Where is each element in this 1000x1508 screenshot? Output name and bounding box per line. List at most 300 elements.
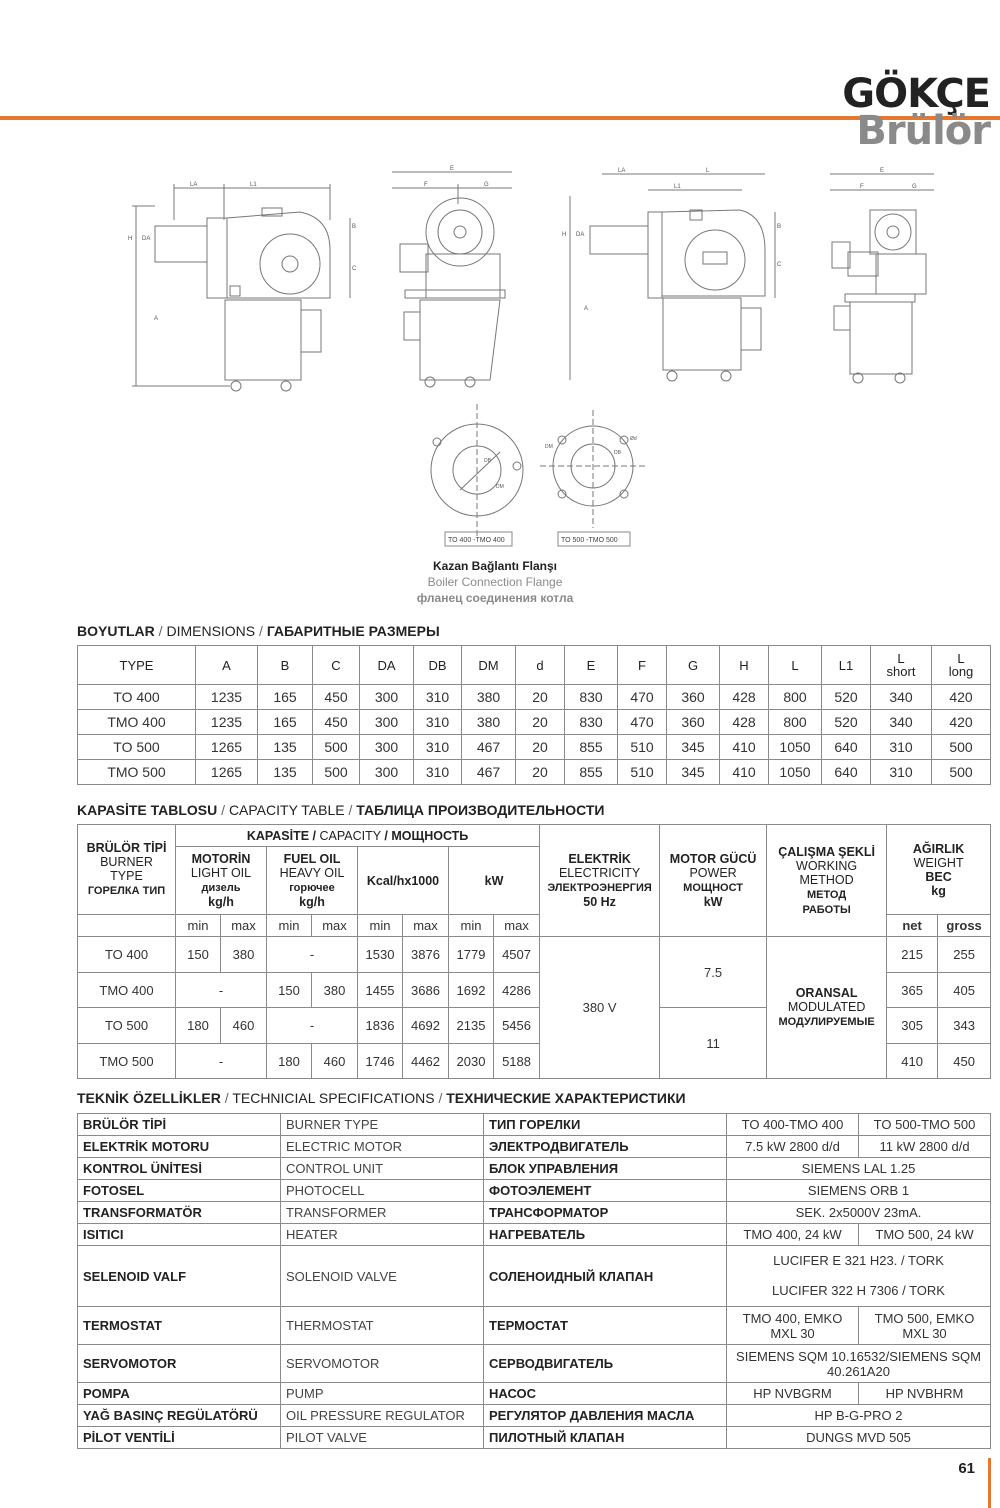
table-row bbox=[78, 685, 991, 710]
dim-col-header: C bbox=[313, 646, 360, 685]
dim-value-cell: 165 bbox=[258, 685, 313, 710]
spec-value-line2: MXL 30 bbox=[770, 1325, 815, 1341]
dim-value-cell: 1235 bbox=[196, 710, 258, 735]
dim-value-cell: 640 bbox=[822, 760, 871, 785]
spec-value-line2: 40.261A20 bbox=[827, 1363, 890, 1379]
cap-motor-400: 7.5 bbox=[660, 937, 767, 1008]
cap-ho: - bbox=[267, 1008, 358, 1044]
dim-value-cell: 340 bbox=[871, 710, 932, 735]
heavy-oil-header bbox=[267, 847, 358, 915]
dim-value-cell: 830 bbox=[565, 685, 618, 710]
dim-value-cell: 135 bbox=[258, 735, 313, 760]
dim-value-cell: 310 bbox=[871, 760, 932, 785]
spec-name-en: CONTROL UNIT bbox=[281, 1158, 484, 1180]
heavy-oil-unit: kg/h bbox=[299, 895, 325, 909]
dim-e-2: E bbox=[880, 168, 885, 174]
cap-lo-min: 180 bbox=[176, 1008, 221, 1044]
dim-col-header: B bbox=[258, 646, 313, 685]
flange-500-label: TO 500 -TMO 500 bbox=[561, 537, 618, 544]
cap-gross: 343 bbox=[938, 1008, 991, 1044]
method-val-en: MODULATED bbox=[787, 1000, 866, 1014]
spec-name-en: PHOTOCELL bbox=[281, 1180, 484, 1202]
light-oil-ru: дизель bbox=[201, 882, 241, 894]
dim-value-cell: 500 bbox=[932, 735, 991, 760]
burner-type-en1: BURNER bbox=[100, 855, 153, 869]
min-header: min bbox=[176, 915, 221, 937]
dim-value-cell: 360 bbox=[667, 710, 720, 735]
spec-value-line1: TMO 400, EMKO bbox=[742, 1310, 843, 1326]
dim-b-1: B bbox=[352, 224, 357, 230]
cap-kw-max: 5456 bbox=[494, 1008, 540, 1044]
weight-header bbox=[887, 825, 991, 915]
dim-value-cell: 20 bbox=[516, 735, 565, 760]
cap-ho-max: 380 bbox=[312, 973, 358, 1008]
dim-value-cell: 20 bbox=[516, 685, 565, 710]
method-en1: WORKING bbox=[796, 858, 858, 873]
dim-l1-2: L1 bbox=[674, 184, 681, 190]
spec-name-en: PILOT VALVE bbox=[281, 1427, 484, 1449]
dim-dm-f1: DM bbox=[496, 484, 504, 490]
dim-b-2: B bbox=[777, 224, 782, 230]
dim-col-header: DA bbox=[360, 646, 414, 685]
specs-title-en: TECHNICIAL SPECIFICATIONS bbox=[232, 1090, 435, 1106]
spec-name-tr: POMPA bbox=[78, 1383, 281, 1405]
method-en2: METHOD bbox=[799, 872, 854, 887]
dim-dm-f2: DM bbox=[545, 444, 553, 450]
spec-name-en: HEATER bbox=[281, 1224, 484, 1246]
spec-name-en: SOLENOID VALVE bbox=[281, 1246, 484, 1307]
electric-unit: 50 Hz bbox=[583, 895, 616, 909]
table-row bbox=[78, 1180, 991, 1202]
flange-caption-tr: Kazan Bağlantı Flanşı bbox=[432, 559, 558, 573]
spec-value bbox=[727, 1345, 991, 1383]
table-row bbox=[78, 1246, 991, 1307]
front-view-400 bbox=[392, 166, 512, 387]
spec-value bbox=[859, 1307, 991, 1345]
dim-value-cell: 345 bbox=[667, 735, 720, 760]
cap-lo-min: 150 bbox=[176, 937, 221, 973]
min-header: min bbox=[267, 915, 312, 937]
dim-la-1: LA bbox=[190, 182, 198, 188]
dim-col-header: d bbox=[516, 646, 565, 685]
cap-kw-min: 1779 bbox=[449, 937, 494, 973]
spec-name-ru: НАГРЕВАТЕЛЬ bbox=[484, 1224, 727, 1246]
table-row bbox=[78, 1427, 991, 1449]
table-row bbox=[78, 1383, 991, 1405]
method-val-tr: ORANSAL bbox=[795, 986, 858, 1000]
side-view-400 bbox=[128, 182, 357, 391]
cap-kw-min: 2030 bbox=[449, 1044, 494, 1079]
dim-col-header-lshort bbox=[871, 646, 932, 685]
spec-value: TMO 500, 24 kW bbox=[859, 1224, 991, 1246]
dim-value-cell: 520 bbox=[822, 710, 871, 735]
dim-type-cell: TO 400 bbox=[78, 685, 196, 710]
dimensions-header-row bbox=[78, 646, 991, 685]
dim-value-cell: 310 bbox=[871, 735, 932, 760]
cap-motor-500: 11 bbox=[660, 1008, 767, 1079]
dim-value-cell: 300 bbox=[360, 735, 414, 760]
dim-value-cell: 800 bbox=[769, 685, 822, 710]
dim-value-cell: 510 bbox=[618, 735, 667, 760]
spec-name-tr: SERVOMOTOR bbox=[78, 1345, 281, 1383]
spec-name-tr: PİLOT VENTİLİ bbox=[78, 1427, 281, 1449]
dim-value-cell: 520 bbox=[822, 685, 871, 710]
dim-a-2: A bbox=[584, 306, 589, 312]
max-header: max bbox=[312, 915, 358, 937]
cap-type: TMO 500 bbox=[78, 1044, 176, 1079]
spec-name-en: THERMOSTAT bbox=[281, 1307, 484, 1345]
brand-logo bbox=[842, 71, 990, 154]
dim-col-header: L bbox=[769, 646, 822, 685]
dim-value-cell: 420 bbox=[932, 685, 991, 710]
dim-col-header: DB bbox=[414, 646, 462, 685]
table-row bbox=[78, 1224, 991, 1246]
capacity-title-en: CAPACITY TABLE bbox=[228, 802, 345, 818]
table-row bbox=[78, 710, 991, 735]
spec-value: 11 kW 2800 d/d bbox=[859, 1136, 991, 1158]
weight-tr: AĞIRLIK bbox=[912, 841, 965, 856]
dim-d-f2: Ød bbox=[630, 436, 637, 442]
light-oil-en: LIGHT OIL bbox=[190, 866, 252, 880]
dim-value-cell: 855 bbox=[565, 760, 618, 785]
heavy-oil-en: HEAVY OIL bbox=[279, 866, 345, 880]
dim-da-1: DA bbox=[142, 236, 151, 242]
cap-ho-min: 150 bbox=[267, 973, 312, 1008]
dimensions-title-en: DIMENSIONS bbox=[166, 623, 256, 639]
dim-c-1: C bbox=[352, 266, 357, 272]
dim-g-2: G bbox=[912, 184, 917, 190]
cap-lo: - bbox=[176, 973, 267, 1008]
weight-ru: ВЕС bbox=[925, 869, 952, 884]
dim-h-1: H bbox=[128, 236, 133, 242]
spec-value: TO 400-TMO 400 bbox=[727, 1114, 859, 1136]
dim-value-cell: 855 bbox=[565, 735, 618, 760]
spec-value: DUNGS MVD 505 bbox=[727, 1427, 991, 1449]
spec-name-ru: ТРАНСФОРМАТОР bbox=[484, 1202, 727, 1224]
dim-value-cell: 345 bbox=[667, 760, 720, 785]
dim-value-cell: 410 bbox=[720, 735, 769, 760]
method-val-ru: МОДУЛИРУЕМЫЕ bbox=[778, 1016, 875, 1028]
dim-col-header: L1 bbox=[822, 646, 871, 685]
dim-value-cell: 510 bbox=[618, 760, 667, 785]
dim-value-cell: 310 bbox=[414, 710, 462, 735]
dim-value-cell: 410 bbox=[720, 760, 769, 785]
cap-voltage: 380 V bbox=[540, 937, 660, 1079]
dim-value-cell: 1265 bbox=[196, 760, 258, 785]
spec-name-ru: БЛОК УПРАВЛЕНИЯ bbox=[484, 1158, 727, 1180]
specifications-table bbox=[77, 1113, 991, 1449]
dim-c-2: C bbox=[777, 262, 782, 268]
motor-tr: MOTOR GÜCÜ bbox=[669, 852, 757, 866]
dim-col-header: F bbox=[618, 646, 667, 685]
dim-value-cell: 450 bbox=[313, 710, 360, 735]
burner-type-ru: ГОРЕЛКА ТИП bbox=[87, 885, 166, 897]
max-header: max bbox=[221, 915, 267, 937]
dim-value-cell: 470 bbox=[618, 685, 667, 710]
working-method-header bbox=[767, 825, 887, 937]
dimensions-title-ru: ГАБАРИТНЫЕ РАЗМЕРЫ bbox=[266, 623, 440, 639]
dim-value-cell: 450 bbox=[313, 685, 360, 710]
dim-f-2: F bbox=[860, 184, 864, 190]
dim-value-cell: 500 bbox=[932, 760, 991, 785]
cap-net: 410 bbox=[887, 1044, 938, 1079]
dim-value-cell: 300 bbox=[360, 710, 414, 735]
cap-ho: - bbox=[267, 937, 358, 973]
spec-name-ru: ФОТОЭЛЕМЕНТ bbox=[484, 1180, 727, 1202]
dim-value-cell: 1050 bbox=[769, 760, 822, 785]
electric-header bbox=[540, 825, 660, 937]
brand-name: GÖKÇE bbox=[842, 71, 990, 117]
dim-value-cell: 20 bbox=[516, 760, 565, 785]
cap-lo-max: 460 bbox=[221, 1008, 267, 1044]
dim-value-cell: 20 bbox=[516, 710, 565, 735]
dim-col-header: TYPE bbox=[78, 646, 196, 685]
dim-type-cell: TO 500 bbox=[78, 735, 196, 760]
cap-kw-max: 4286 bbox=[494, 973, 540, 1008]
cap-type: TO 500 bbox=[78, 1008, 176, 1044]
capacity-title: KAPASİTE TABLOSU / CAPACITY TABLE / ТАБЛИЦА ПРОИЗВОДИТЕЛЬНОСТИ bbox=[77, 802, 605, 818]
light-oil-header bbox=[176, 847, 267, 915]
spec-name-tr: ELEKTRİK MOTORU bbox=[78, 1136, 281, 1158]
dim-value-cell: 830 bbox=[565, 710, 618, 735]
kcal-header bbox=[358, 847, 449, 915]
dim-col-header: E bbox=[565, 646, 618, 685]
spec-name-en: TRANSFORMER bbox=[281, 1202, 484, 1224]
page-accent-bar bbox=[988, 1458, 991, 1508]
dim-col-header: DM bbox=[462, 646, 516, 685]
llong-label: long bbox=[948, 664, 974, 679]
specs-title: TEKNİK ÖZELLİKLER / TECHNICIAL SPECIFICATIONS / ТЕХНИЧЕСКИЕ ХАРАКТЕРИСТИКИ bbox=[77, 1090, 686, 1106]
table-row bbox=[78, 1114, 991, 1136]
dim-la-2: LA bbox=[618, 168, 626, 174]
flange-caption-en: Boiler Connection Flange bbox=[427, 575, 563, 589]
dim-value-cell: 300 bbox=[360, 685, 414, 710]
cap-lo: - bbox=[176, 1044, 267, 1079]
capacity-table bbox=[77, 824, 991, 1079]
dim-value-cell: 310 bbox=[414, 760, 462, 785]
dim-l-2: L bbox=[706, 168, 710, 174]
spec-name-en: OIL PRESSURE REGULATOR bbox=[281, 1405, 484, 1427]
spec-value: 7.5 kW 2800 d/d bbox=[727, 1136, 859, 1158]
spec-name-en: SERVOMOTOR bbox=[281, 1345, 484, 1383]
spec-value: SIEMENS ORB 1 bbox=[727, 1180, 991, 1202]
cap-kcal-min: 1746 bbox=[358, 1044, 403, 1079]
cap-kcal-max: 4462 bbox=[403, 1044, 449, 1079]
table-row bbox=[78, 735, 991, 760]
dim-value-cell: 500 bbox=[313, 760, 360, 785]
table-row bbox=[78, 760, 991, 785]
cap-lo-max: 380 bbox=[221, 937, 267, 973]
lshort-l: L bbox=[897, 651, 905, 666]
cap-gross: 405 bbox=[938, 973, 991, 1008]
spec-value-line1: TMO 500, EMKO bbox=[874, 1310, 975, 1326]
table-row bbox=[78, 1202, 991, 1224]
burner-technical-drawings bbox=[0, 160, 1000, 610]
electric-en: ELECTRICITY bbox=[558, 866, 641, 880]
page-number: 61 bbox=[958, 1460, 975, 1477]
spec-value: TO 500-TMO 500 bbox=[859, 1114, 991, 1136]
spec-value-line1: LUCIFER E 321 H23. / TORK bbox=[773, 1253, 944, 1268]
empty-cell bbox=[78, 915, 176, 937]
dim-g-1: G bbox=[484, 182, 489, 188]
spec-name-ru: СОЛЕНОИДНЫЙ КЛАПАН bbox=[484, 1246, 727, 1307]
dim-value-cell: 380 bbox=[462, 685, 516, 710]
dim-value-cell: 310 bbox=[414, 735, 462, 760]
kw-header bbox=[449, 847, 540, 915]
dim-value-cell: 467 bbox=[462, 760, 516, 785]
motor-unit: kW bbox=[703, 895, 723, 909]
specifications-body bbox=[78, 1114, 991, 1449]
light-oil-tr: MOTORİN bbox=[191, 852, 251, 866]
spec-name-ru: ЭЛЕКТРОДВИГАТЕЛЬ bbox=[484, 1136, 727, 1158]
method-ru2: РАБОТЫ bbox=[802, 903, 851, 916]
specs-title-tr: TEKNİK ÖZELLİKLER bbox=[77, 1090, 221, 1106]
spec-name-ru: ПИЛОТНЫЙ КЛАПАН bbox=[484, 1427, 727, 1449]
spec-name-ru: РЕГУЛЯТОР ДАВЛЕНИЯ МАСЛА bbox=[484, 1405, 727, 1427]
capacity-group-header bbox=[176, 825, 540, 847]
table-row bbox=[78, 1405, 991, 1427]
burner-type-tr: BRÜLÖR TİPİ bbox=[86, 841, 167, 855]
dimensions-body bbox=[78, 685, 991, 785]
electric-ru: ЭЛЕКТРОЭНЕРГИЯ bbox=[547, 882, 652, 894]
net-header: net bbox=[887, 915, 938, 937]
method-tr: ÇALIŞMA ŞEKLİ bbox=[778, 844, 875, 859]
specs-title-ru: ТЕХНИЧЕСКИЕ ХАРАКТЕРИСТИКИ bbox=[446, 1090, 686, 1106]
spec-value-line2: MXL 30 bbox=[902, 1325, 947, 1341]
weight-en: WEIGHT bbox=[913, 855, 964, 870]
spec-value: HP NVBHRM bbox=[859, 1383, 991, 1405]
cap-kw-min: 2135 bbox=[449, 1008, 494, 1044]
burner-type-en2: TYPE bbox=[110, 869, 143, 883]
table-row bbox=[78, 1136, 991, 1158]
spec-name-ru: ТЕРМОСТАТ bbox=[484, 1307, 727, 1345]
cap-net: 215 bbox=[887, 937, 938, 973]
heavy-oil-tr: FUEL OIL bbox=[283, 852, 341, 866]
cap-kcal-min: 1836 bbox=[358, 1008, 403, 1044]
cap-kcal-min: 1455 bbox=[358, 973, 403, 1008]
capacity-title-tr: KAPASİTE TABLOSU bbox=[77, 802, 218, 818]
dim-value-cell: 640 bbox=[822, 735, 871, 760]
spec-name-tr: BRÜLÖR TİPİ bbox=[78, 1114, 281, 1136]
llong-l: L bbox=[957, 651, 965, 666]
capacity-row-to400 bbox=[78, 937, 991, 973]
spec-value-line1: SIEMENS SQM 10.16532/SIEMENS SQM bbox=[736, 1348, 981, 1364]
min-header: min bbox=[358, 915, 403, 937]
dim-l1-1: L1 bbox=[250, 182, 257, 188]
max-header: max bbox=[494, 915, 540, 937]
spec-value bbox=[727, 1246, 991, 1307]
flange-caption bbox=[380, 558, 610, 606]
cap-ho-min: 180 bbox=[267, 1044, 312, 1079]
kw-label: kW bbox=[484, 873, 504, 888]
spec-value: HP NVBGRM bbox=[727, 1383, 859, 1405]
dim-value-cell: 1265 bbox=[196, 735, 258, 760]
method-ru1: МЕТОД bbox=[806, 888, 847, 901]
flange-caption-ru: фланец соединения котла bbox=[416, 591, 574, 605]
capacity-group-row bbox=[78, 825, 991, 847]
spec-name-en: BURNER TYPE bbox=[281, 1114, 484, 1136]
spec-name-tr: ISITICI bbox=[78, 1224, 281, 1246]
spec-name-tr: TERMOSTAT bbox=[78, 1307, 281, 1345]
brand-subname: Brülör bbox=[856, 107, 990, 154]
spec-name-ru: НАСОС bbox=[484, 1383, 727, 1405]
dim-da-2: DA bbox=[576, 232, 585, 238]
spec-value: SEK. 2x5000V 23mA. bbox=[727, 1202, 991, 1224]
cap-kw-min: 1692 bbox=[449, 973, 494, 1008]
capacity-title-ru: ТАБЛИЦА ПРОИЗВОДИТЕЛЬНОСТИ bbox=[356, 802, 605, 818]
cap-gross: 450 bbox=[938, 1044, 991, 1079]
dim-value-cell: 470 bbox=[618, 710, 667, 735]
heavy-oil-ru: горючее bbox=[289, 882, 335, 894]
dim-value-cell: 165 bbox=[258, 710, 313, 735]
dim-value-cell: 1050 bbox=[769, 735, 822, 760]
cap-kcal-max: 3876 bbox=[403, 937, 449, 973]
dimensions-table bbox=[77, 645, 991, 785]
cap-kcal-max: 4692 bbox=[403, 1008, 449, 1044]
electric-tr: ELEKTRİK bbox=[568, 852, 631, 866]
spec-name-tr: FOTOSEL bbox=[78, 1180, 281, 1202]
gross-header: gross bbox=[938, 915, 991, 937]
cap-kcal-max: 3686 bbox=[403, 973, 449, 1008]
dim-f-1: F bbox=[424, 182, 428, 188]
dim-value-cell: 135 bbox=[258, 760, 313, 785]
dim-value-cell: 800 bbox=[769, 710, 822, 735]
cap-ho-max: 460 bbox=[312, 1044, 358, 1079]
dim-col-header-llong bbox=[932, 646, 991, 685]
capacity-group-en: CAPACITY bbox=[319, 828, 381, 843]
motor-en: POWER bbox=[689, 866, 737, 880]
weight-unit: kg bbox=[931, 883, 946, 898]
dim-value-cell: 340 bbox=[871, 685, 932, 710]
front-view-500 bbox=[830, 168, 934, 383]
lshort-label: short bbox=[886, 664, 916, 679]
cap-kcal-min: 1530 bbox=[358, 937, 403, 973]
flange-400-label: TO 400 -TMO 400 bbox=[448, 537, 505, 544]
dim-value-cell: 428 bbox=[720, 685, 769, 710]
capacity-group-ru: / МОЩНОСТЬ bbox=[384, 828, 469, 843]
spec-value-line2: LUCIFER 322 H 7306 / TORK bbox=[772, 1283, 945, 1298]
dim-value-cell: 310 bbox=[414, 685, 462, 710]
table-row bbox=[78, 1345, 991, 1383]
table-row bbox=[78, 1158, 991, 1180]
dim-db-f2: DB bbox=[614, 450, 621, 456]
cap-gross: 255 bbox=[938, 937, 991, 973]
dim-value-cell: 380 bbox=[462, 710, 516, 735]
side-view-500 bbox=[562, 168, 782, 381]
spec-name-tr: KONTROL ÜNİTESİ bbox=[78, 1158, 281, 1180]
flange-500-drawing bbox=[540, 410, 646, 546]
max-header: max bbox=[403, 915, 449, 937]
cap-type: TMO 400 bbox=[78, 973, 176, 1008]
table-row bbox=[78, 1307, 991, 1345]
light-oil-unit: kg/h bbox=[208, 895, 234, 909]
spec-value: HP B-G-PRO 2 bbox=[727, 1405, 991, 1427]
flange-400-drawing bbox=[431, 404, 523, 546]
spec-name-ru: ТИП ГОРЕЛКИ bbox=[484, 1114, 727, 1136]
dim-col-header: A bbox=[196, 646, 258, 685]
cap-kw-max: 4507 bbox=[494, 937, 540, 973]
dimensions-title-tr: BOYUTLAR bbox=[77, 623, 155, 639]
cap-method bbox=[767, 937, 887, 1079]
spec-value bbox=[727, 1307, 859, 1345]
dim-value-cell: 467 bbox=[462, 735, 516, 760]
spec-name-ru: СЕРВОДВИГАТЕЛЬ bbox=[484, 1345, 727, 1383]
cap-type: TO 400 bbox=[78, 937, 176, 973]
kcal-label: Kcal/hx1000 bbox=[366, 873, 440, 888]
dim-type-cell: TMO 400 bbox=[78, 710, 196, 735]
capacity-group-tr: KAPASİTE / bbox=[246, 828, 317, 843]
spec-name-tr: TRANSFORMATÖR bbox=[78, 1202, 281, 1224]
